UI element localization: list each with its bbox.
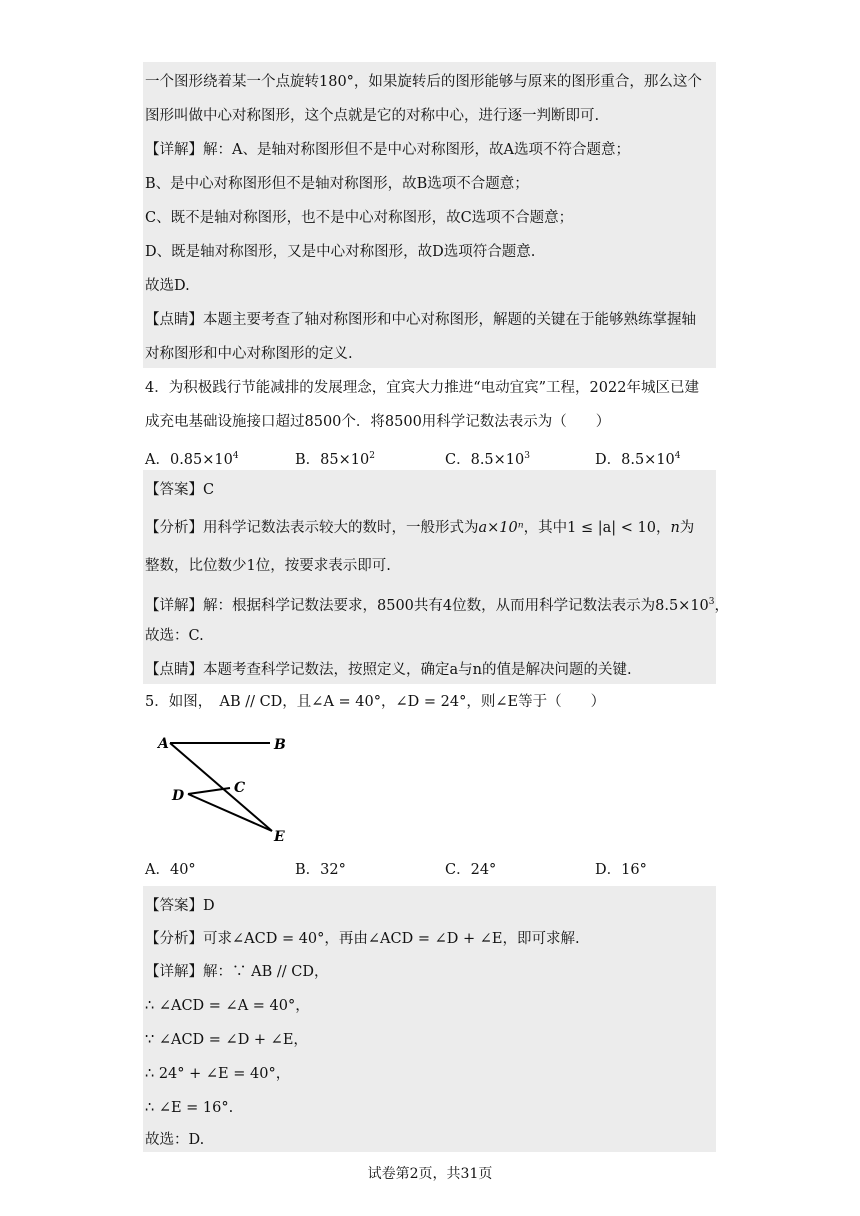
segment-dc [188, 788, 230, 794]
detail-step: ∴ ∠E = 16°. [145, 1100, 234, 1116]
option-c: C．24° [445, 862, 497, 878]
option-b: B．$85\times 10^2$ [295, 451, 375, 468]
detail-step: ∴ ∠ACD = ∠A = 40°， [145, 998, 310, 1014]
option-a: A．40° [145, 862, 196, 878]
analysis-line: 【分析】可求∠ACD = 40°，再由∠ACD = ∠D + ∠E，即可求解. [145, 931, 580, 947]
segment-ae [170, 743, 272, 831]
label-b: B [274, 737, 286, 753]
text-line: 【点睛】本题主要考查了轴对称图形和中心对称图形，解题的关键在于能够熟练掌握轴 [145, 312, 696, 328]
solution-block-q4 [143, 470, 716, 684]
answer-line: 【答案】C [145, 482, 215, 498]
detail-step: ∵ ∠ACD = ∠D + ∠E， [145, 1032, 308, 1048]
geometry-figure [150, 728, 300, 843]
text-line: B、是中心对称图形但不是轴对称图形，故B选项不合题意； [145, 176, 529, 192]
label-a: A [158, 736, 169, 752]
option-c: C．$8.5\times 10^3$ [445, 451, 530, 468]
label-d: D [172, 788, 185, 804]
question-4-stem-cont: 成充电基础设施接口超过8500个．将8500用科学记数法表示为（ ） [145, 414, 611, 430]
analysis-line-cont: 整数，比位数少1位，按要求表示即可. [145, 558, 391, 574]
option-a: A．$0.85\times 10^4$ [145, 451, 239, 468]
option-d: D．16° [595, 862, 647, 878]
detail-line: 【详解】解：∵ AB // CD， [145, 964, 329, 980]
segment-de [188, 794, 272, 831]
text-line: 图形叫做中心对称图形，这个点就是它的对称中心，进行逐一判断即可. [145, 108, 600, 124]
detail-step: ∴ 24° + ∠E = 40°， [145, 1066, 291, 1082]
detail-line: 【详解】解：根据科学记数法要求，8500共有4位数，从而用科学记数法表示为$8.5\times 10^3$， [145, 597, 730, 614]
text-line: 对称图形和中心对称图形的定义. [145, 346, 353, 362]
question-5-stem: 5．如图， AB // CD，且∠A = 40°，∠D = 24°，则∠E等于（ ） [145, 694, 606, 710]
question-4-stem: 4．为积极践行节能减排的发展理念，宜宾大力推进“电动宜宾”工程，2022年城区已建 [145, 380, 699, 396]
text-line: C、既不是轴对称图形，也不是中心对称图形，故C选项不合题意； [145, 210, 574, 226]
label-c: C [234, 780, 246, 796]
detail-line-cont: 故选：C. [145, 628, 204, 644]
analysis-line: 【分析】用科学记数法表示较大的数时，一般形式为a×10ⁿ，其中1 ≤ |a| < 10，n为 [145, 520, 695, 536]
text-line: D、既是轴对称图形，又是中心对称图形，故D选项符合题意. [145, 244, 536, 260]
text-line: 故选D. [145, 278, 190, 294]
option-b: B．32° [295, 862, 346, 878]
option-d: D．$8.5\times 10^4$ [595, 451, 681, 468]
page-footer: 试卷第2页，共31页 [367, 1166, 493, 1182]
text-line: 【详解】解：A、是轴对称图形但不是中心对称图形，故A选项不符合题意； [145, 142, 630, 158]
detail-conclusion: 故选：D. [145, 1132, 205, 1148]
label-e: E [274, 829, 285, 843]
remark-line: 【点睛】本题考查科学记数法，按照定义，确定a与n的值是解决问题的关键. [145, 662, 632, 678]
text-line: 一个图形绕着某一个点旋转180°，如果旋转后的图形能够与原来的图形重合，那么这个 [145, 74, 702, 90]
answer-line: 【答案】D [145, 898, 215, 914]
